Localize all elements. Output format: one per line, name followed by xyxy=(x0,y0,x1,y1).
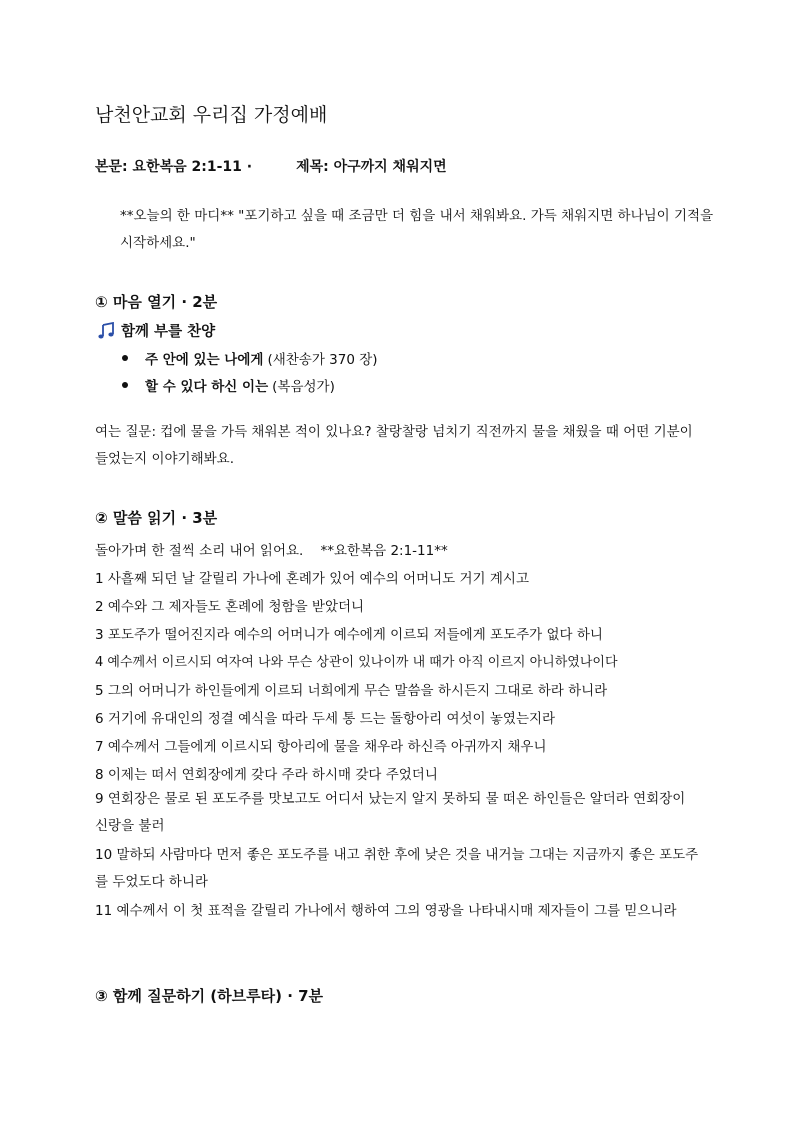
hymn-source: (새찬송가 370 장) xyxy=(267,352,378,368)
bible-verse: 6 거기에 유대인의 정결 예식을 따라 두세 통 드는 돌항아리 여섯이 놓였는지라 xyxy=(95,711,556,727)
bible-verse: 8 이제는 떠서 연회장에게 갖다 주라 하시매 갖다 주었더니 xyxy=(95,767,438,783)
songs-label: 함께 부를 찬양 xyxy=(121,324,216,340)
hymn-source: (복음성가) xyxy=(272,379,335,395)
hymn-title: 주 안에 있는 나에게 xyxy=(145,352,264,368)
bible-verse: 2 예수와 그 제자들도 혼례에 청함을 받았더니 xyxy=(95,599,365,615)
opening-question: 여는 질문: 컵에 물을 가득 채워본 적이 있나요? 찰랑찰랑 넘치기 직전까지 물을 채웠을 때 어떤 기분이 들었는지 이야기해봐요. xyxy=(95,424,693,467)
bullet-icon xyxy=(122,382,128,388)
bible-verse: 7 예수께서 그들에게 이르시되 항아리에 물을 채우라 하신즉 아귀까지 채우니 xyxy=(95,739,547,755)
sermon-subject: 제목: 아구까지 채워지면 xyxy=(296,159,447,175)
reading-instructions: 돌아가며 한 절씩 소리 내어 읽어요. **요한복음 2:1-11** xyxy=(95,543,448,559)
bible-verse: 3 포도주가 떨어진지라 예수의 어머니가 예수에게 이르되 저들에게 포도주가 없다 하니 xyxy=(95,627,603,643)
hymn-item xyxy=(122,348,378,368)
section-heading-questions: ③ 함께 질문하기 (하브루타) · 7분 xyxy=(95,987,324,1005)
bible-verse: 10 말하되 사람마다 먼저 좋은 포도주를 내고 취한 후에 낮은 것을 내거늘 그대는 지금까지 좋은 포도주를 두었도다 하니라 xyxy=(95,847,699,890)
musical-notes-icon xyxy=(97,322,115,340)
bible-verse: 5 그의 어머니가 하인들에게 이르되 너희에게 무슨 말씀을 하시든지 그대로 하라 하니라 xyxy=(95,683,608,699)
section-heading-read-word: ② 말씀 읽기 · 3분 xyxy=(95,509,218,527)
bible-verse: 11 예수께서 이 첫 표적을 갈릴리 가나에서 행하여 그의 영광을 나타내시매 제자들이 그를 믿으니라 xyxy=(95,903,677,919)
passage-reference: 본문: 요한복음 2:1-11 · xyxy=(95,159,253,175)
songs-subheading xyxy=(97,320,215,341)
passage-subject-line xyxy=(95,156,447,176)
document-title: 남천안교회 우리집 가정예배 xyxy=(95,104,328,126)
bible-verse: 9 연회장은 물로 된 포도주를 맛보고도 어디서 났는지 알지 못하되 물 떠온 하인들은 알더라 연회장이 신랑을 불러 xyxy=(95,791,686,834)
hymn-item xyxy=(122,375,335,395)
bible-verse: 4 예수께서 이르시되 여자여 나와 무슨 상관이 있나이까 내 때가 아직 이르지 아니하였나이다 xyxy=(95,655,618,670)
bullet-icon xyxy=(122,355,128,361)
hymn-title: 할 수 있다 하신 이는 xyxy=(145,379,269,395)
today-quote: **오늘의 한 마디** "포기하고 싶을 때 조금만 더 힘을 내서 채워봐요. 가득 채워지면 하나님이 기적을 시작하세요." xyxy=(120,208,714,251)
bible-verse: 1 사흘째 되던 날 갈릴리 가나에 혼례가 있어 예수의 어머니도 거기 계시고 xyxy=(95,571,529,587)
section-heading-open-heart: ① 마음 열기 · 2분 xyxy=(95,293,218,311)
